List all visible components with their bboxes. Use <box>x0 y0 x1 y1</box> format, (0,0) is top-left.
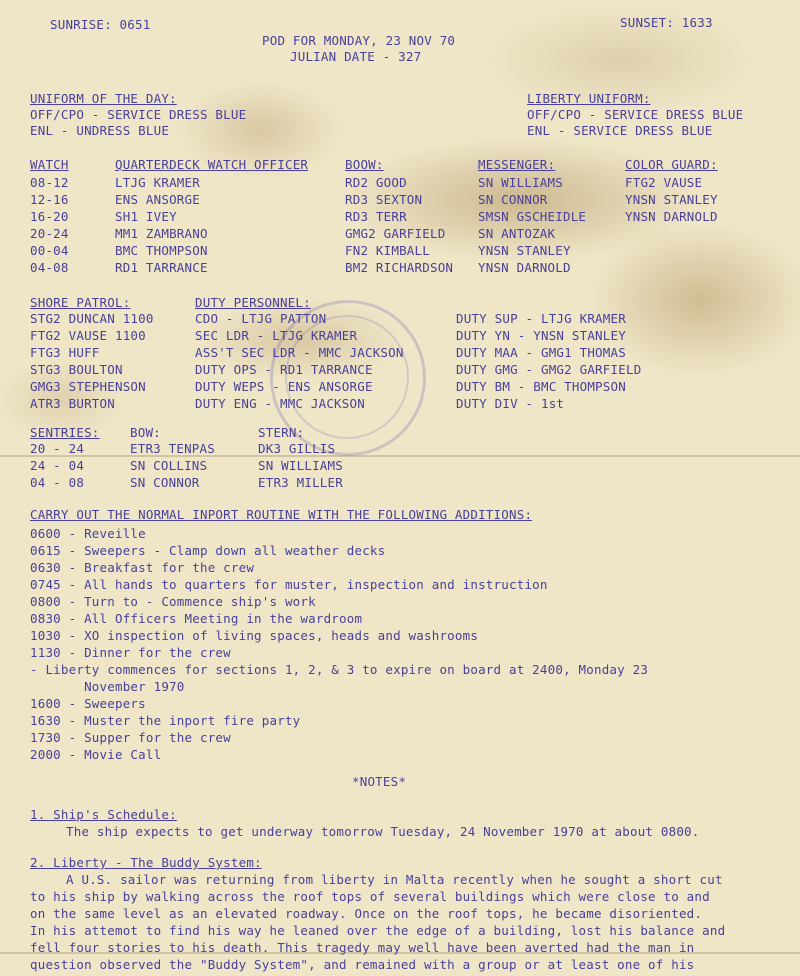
liberty-uniform-enl: ENL - SERVICE DRESS BLUE <box>527 123 713 138</box>
duty-personnel-item: DUTY WEPS - ENS ANSORGE <box>195 379 373 394</box>
routine-item: 2000 - Movie Call <box>30 747 162 762</box>
julian-date: JULIAN DATE - 327 <box>290 49 422 64</box>
note-2-line: question observed the "Buddy System", and remained with a group or at least one of his <box>30 957 695 972</box>
sentries-heading: SENTRIES: <box>30 425 100 440</box>
watch-cell: YNSN STANLEY <box>625 192 718 207</box>
shore-patrol-item: STG2 DUNCAN 1100 <box>30 311 154 326</box>
shore-patrol-item: GMG3 STEPHENSON <box>30 379 146 394</box>
duty-personnel-heading: DUTY PERSONNEL: <box>195 295 311 310</box>
sentry-cell: 24 - 04 <box>30 458 85 473</box>
duty-item: DUTY MAA - GMG1 THOMAS <box>456 345 626 360</box>
sunset: SUNSET: 1633 <box>620 15 713 30</box>
note-2-line: fell four stories to his death. This tragedy may well have been averted had the man in <box>30 940 695 955</box>
routine-item: 1130 - Dinner for the crew <box>30 645 231 660</box>
duty-personnel-item: ASS'T SEC LDR - MMC JACKSON <box>195 345 404 360</box>
shore-patrol-item: FTG3 HUFF <box>30 345 100 360</box>
note-1-title: 1. Ship's Schedule: <box>30 807 177 822</box>
liberty-uniform-heading: LIBERTY UNIFORM: <box>527 91 651 106</box>
shore-patrol-item: ATR3 BURTON <box>30 396 115 411</box>
duty-personnel-item: DUTY ENG - MMC JACKSON <box>195 396 365 411</box>
watch-cell: SMSN GSCHEIDLE <box>478 209 587 224</box>
watch-cell: 00-04 <box>30 243 69 258</box>
duty-item: DUTY YN - YNSN STANLEY <box>456 328 626 343</box>
duty-item: DUTY GMG - GMG2 GARFIELD <box>456 362 642 377</box>
routine-item: 0800 - Turn to - Commence ship's work <box>30 594 316 609</box>
watch-cell: BM2 RICHARDSON <box>345 260 454 275</box>
shore-patrol-item: FTG2 VAUSE 1100 <box>30 328 146 343</box>
watch-cell: 16-20 <box>30 209 69 224</box>
watch-cell: RD3 SEXTON <box>345 192 423 207</box>
watch-cell: ENS ANSORGE <box>115 192 200 207</box>
duty-item: DUTY DIV - 1st <box>456 396 565 411</box>
liberty-uniform-off: OFF/CPO - SERVICE DRESS BLUE <box>527 107 744 122</box>
watch-cell: SN CONNOR <box>478 192 548 207</box>
routine-item: 1030 - XO inspection of living spaces, heads and washrooms <box>30 628 479 643</box>
sentry-cell: SN CONNOR <box>130 475 200 490</box>
note-2-line: In his attemot to find his way he leaned over the edge of a building, lost his balance and <box>30 923 726 938</box>
routine-item: 0600 - Reveille <box>30 526 146 541</box>
watch-cell: RD1 TARRANCE <box>115 260 208 275</box>
note-1-body: The ship expects to get underway tomorrow Tuesday, 24 November 1970 at about 0800. <box>66 824 700 839</box>
watch-cell: GMG2 GARFIELD <box>345 226 446 241</box>
notes-heading: *NOTES* <box>352 774 407 789</box>
watch-cell: 12-16 <box>30 192 69 207</box>
watch-cell: 08-12 <box>30 175 69 190</box>
routine-item: 0830 - All Officers Meeting in the wardroom <box>30 611 363 626</box>
note-2-line: on the same level as an elevated roadway. Once on the roof tops, he became disoriented. <box>30 906 703 921</box>
uniform-heading: UNIFORM OF THE DAY: <box>30 91 177 106</box>
watch-header: COLOR GUARD: <box>625 157 718 172</box>
duty-personnel-item: SEC LDR - LTJG KRAMER <box>195 328 358 343</box>
routine-item: - Liberty commences for sections 1, 2, & 3 to expire on board at 2400, Monday 23 <box>30 662 649 677</box>
note-2-title: 2. Liberty - The Buddy System: <box>30 855 262 870</box>
routine-item: 1730 - Supper for the crew <box>30 730 231 745</box>
watch-cell: 04-08 <box>30 260 69 275</box>
sentry-cell: SN WILLIAMS <box>258 458 343 473</box>
note-2-line: to his ship by walking across the roof tops of several buildings which were close to and <box>30 889 710 904</box>
fold-line <box>0 455 800 457</box>
watch-cell: MM1 ZAMBRANO <box>115 226 208 241</box>
watch-cell: YNSN DARNOLD <box>625 209 718 224</box>
watch-header: MESSENGER: <box>478 157 556 172</box>
note-2-line: A U.S. sailor was returning from liberty in Malta recently when he sought a short cut <box>66 872 723 887</box>
watch-cell: SH1 IVEY <box>115 209 177 224</box>
routine-item: 0615 - Sweepers - Clamp down all weather decks <box>30 543 386 558</box>
watch-cell: BMC THOMPSON <box>115 243 208 258</box>
routine-item: 0745 - All hands to quarters for muster, inspection and instruction <box>30 577 548 592</box>
sentry-cell: DK3 GILLIS <box>258 441 336 456</box>
duty-item: DUTY SUP - LTJG KRAMER <box>456 311 626 326</box>
watch-cell: SN WILLIAMS <box>478 175 563 190</box>
watch-cell: SN ANTOZAK <box>478 226 556 241</box>
watch-header: WATCH <box>30 157 69 172</box>
watch-cell: RD2 GOOD <box>345 175 407 190</box>
watch-cell: YNSN DARNOLD <box>478 260 571 275</box>
watch-cell: LTJG KRAMER <box>115 175 200 190</box>
uniform-enl: ENL - UNDRESS BLUE <box>30 123 170 138</box>
routine-item: 1600 - Sweepers <box>30 696 146 711</box>
duty-personnel-item: CDO - LTJG PATTON <box>195 311 327 326</box>
sentry-cell: SN COLLINS <box>130 458 208 473</box>
watch-cell: RD3 TERR <box>345 209 407 224</box>
duty-item: DUTY BM - BMC THOMPSON <box>456 379 626 394</box>
watch-cell: 20-24 <box>30 226 69 241</box>
routine-item: 0630 - Breakfast for the crew <box>30 560 255 575</box>
sentry-cell: ETR3 MILLER <box>258 475 343 490</box>
watch-cell: FN2 KIMBALL <box>345 243 430 258</box>
stern-heading: STERN: <box>258 425 305 440</box>
page-title: POD FOR MONDAY, 23 NOV 70 <box>262 33 456 48</box>
watch-cell: FTG2 VAUSE <box>625 175 703 190</box>
watch-header: QUARTERDECK WATCH OFFICER <box>115 157 309 172</box>
sentry-cell: ETR3 TENPAS <box>130 441 215 456</box>
shore-patrol-heading: SHORE PATROL: <box>30 295 131 310</box>
uniform-off: OFF/CPO - SERVICE DRESS BLUE <box>30 107 247 122</box>
sunrise: SUNRISE: 0651 <box>50 17 151 32</box>
shore-patrol-item: STG3 BOULTON <box>30 362 123 377</box>
watch-header: BOOW: <box>345 157 384 172</box>
routine-item: 1630 - Muster the inport fire party <box>30 713 301 728</box>
routine-item: November 1970 <box>30 679 185 694</box>
watch-cell: YNSN STANLEY <box>478 243 571 258</box>
sentry-cell: 20 - 24 <box>30 441 85 456</box>
duty-personnel-item: DUTY OPS - RD1 TARRANCE <box>195 362 373 377</box>
sentry-cell: 04 - 08 <box>30 475 85 490</box>
routine-heading: CARRY OUT THE NORMAL INPORT ROUTINE WITH THE FOLLOWING ADDITIONS: <box>30 507 533 522</box>
bow-heading: BOW: <box>130 425 161 440</box>
